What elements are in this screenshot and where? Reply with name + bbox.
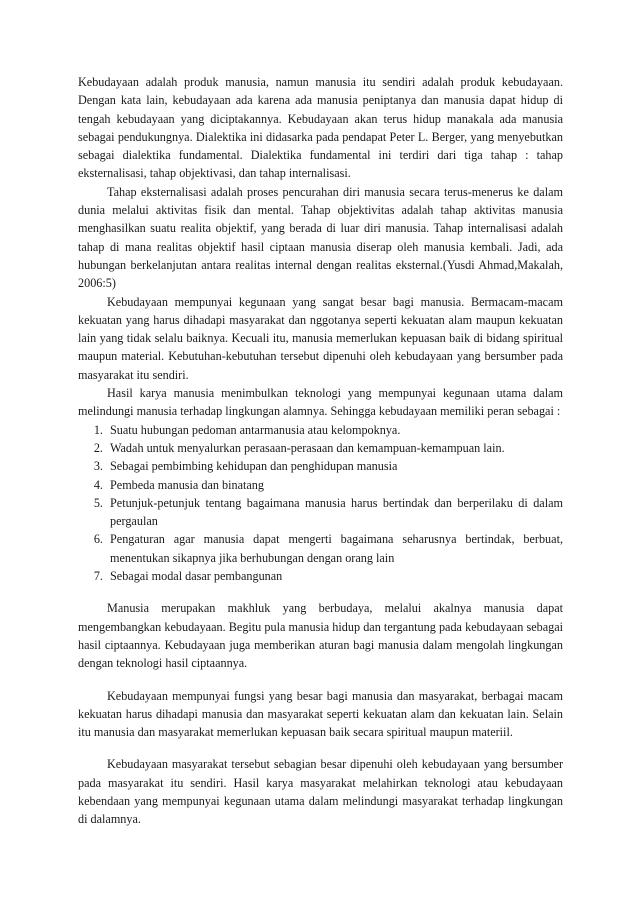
paragraph-fungsi: Kebudayaan mempunyai fungsi yang besar bagi manusia dan masyarakat, berbagai macam kekuatan harus dihadapi manusia dan masyarakat seperti kekuatan alam dan kekuatan lain. Selain itu manusia dan masyarakat memerlukan kepuasan baik secara spiritual maupun materiil. — [78, 688, 563, 740]
paragraph-kebudayaan-masyarakat: Kebudayaan masyarakat tersebut sebagian besar dipenuhi oleh kebudayaan yang bersumber pada masyarakat itu sendiri. Hasil karya masyarakat melahirkan teknologi atau kebudayaan kebendaan yang mempunyai kegunaan utama dalam melindungi masyarakat terhadap lingkungan di dalamnya. — [78, 757, 563, 827]
paragraph-makhluk-berbudaya: Manusia merupakan makhluk yang berbudaya, melalui akalnya manusia dapat mengembangkan kebudayaan. Begitu pula manusia hidup dan tergantung pada kebudayaan sebagai hasil ciptaannya. Kebudayaan juga memberikan aturan bagi manusia dalam mengolah lingkungan dengan teknologi hasil ciptaannya. — [78, 601, 563, 671]
paragraph-kegunaan: Kebudayaan mempunyai kegunaan yang sangat besar bagi manusia. Bermacam-macam kekuatan yang harus dihadapi masyarakat dan nggotanya seperti kekuatan alam maupun kekuatan lain yang tidak selalu baiknya. Kecuali itu, manusia memerlukan kepuasan baik di bidang spiritual maupun material. Kebutuhan-kebutuhan tersebut dipenuhi oleh kebudayaan yang bersumber pada masyarakat itu sendiri. — [78, 294, 563, 382]
paragraph-hasil-karya: Hasil karya manusia menimbulkan teknologi yang mempunyai kegunaan utama dalam melindungi manusia terhadap lingkungan alamnya. Sehingga kebudayaan memiliki peran sebagai : — [78, 386, 563, 419]
list-item: 1. Suatu hubungan pedoman antarmanusia atau kelompoknya. — [106, 421, 563, 439]
paragraph-intro: Kebudayaan adalah produk manusia, namun manusia itu sendiri adalah produk kebudayaan. Dengan kata lain, kebudayaan ada karena ada manusia peniptanya dan manusia dapat hidup di tengah kebudayaan yang diciptakannya. Kebudayaan akan terus hidup manakala ada manusia sebagai pendukungnya. Dialektika ini didasarka pada pendapat Peter L. Berger, yang menyebutkan sebagai dialektika fundamental. Dialektika fundamental ini terdiri dari tiga tahap : tahap eksternalisasi, tahap objektivasi, dan tahap internalisasi. — [78, 75, 563, 181]
document-page — [78, 73, 563, 829]
paragraph-tahap: Tahap eksternalisasi adalah proses pencurahan diri manusia secara terus-menerus ke dalam dunia melalui aktivitas fisik dan mental. Tahap objektivitas adalah tahap aktivitas manusia menghasilkan suatu realita objektif, yang berada di luar diri manusia. Tahap internalisasi adalah tahap di mana realitas objektif hasil ciptaan manusia diserap oleh manusia kembali. Jadi, ada hubungan berkelanjutan antara realitas internal dengan realitas eksternal.(Yusdi Ahmad,Makalah, 2006:5) — [78, 184, 563, 291]
list-item: 2. Wadah untuk menyalurkan perasaan-perasaan dan kemampuan-kemampuan lain. — [106, 439, 563, 457]
list-item: 7. Sebagai modal dasar pembangunan — [106, 567, 563, 585]
list-item: 6. Pengaturan agar manusia dapat mengerti bagaimana seharusnya bertindak, berbuat, menentukan sikapnya jika berhubungan dengan orang lain — [106, 530, 563, 567]
peran-list — [78, 421, 563, 586]
list-item: 4. Pembeda manusia dan binatang — [106, 476, 563, 494]
list-item: 3. Sebagai pembimbing kehidupan dan penghidupan manusia — [106, 457, 563, 475]
list-item: 5. Petunjuk-petunjuk tentang bagaimana manusia harus bertindak dan berperilaku di dalam pergaulan — [106, 494, 563, 531]
